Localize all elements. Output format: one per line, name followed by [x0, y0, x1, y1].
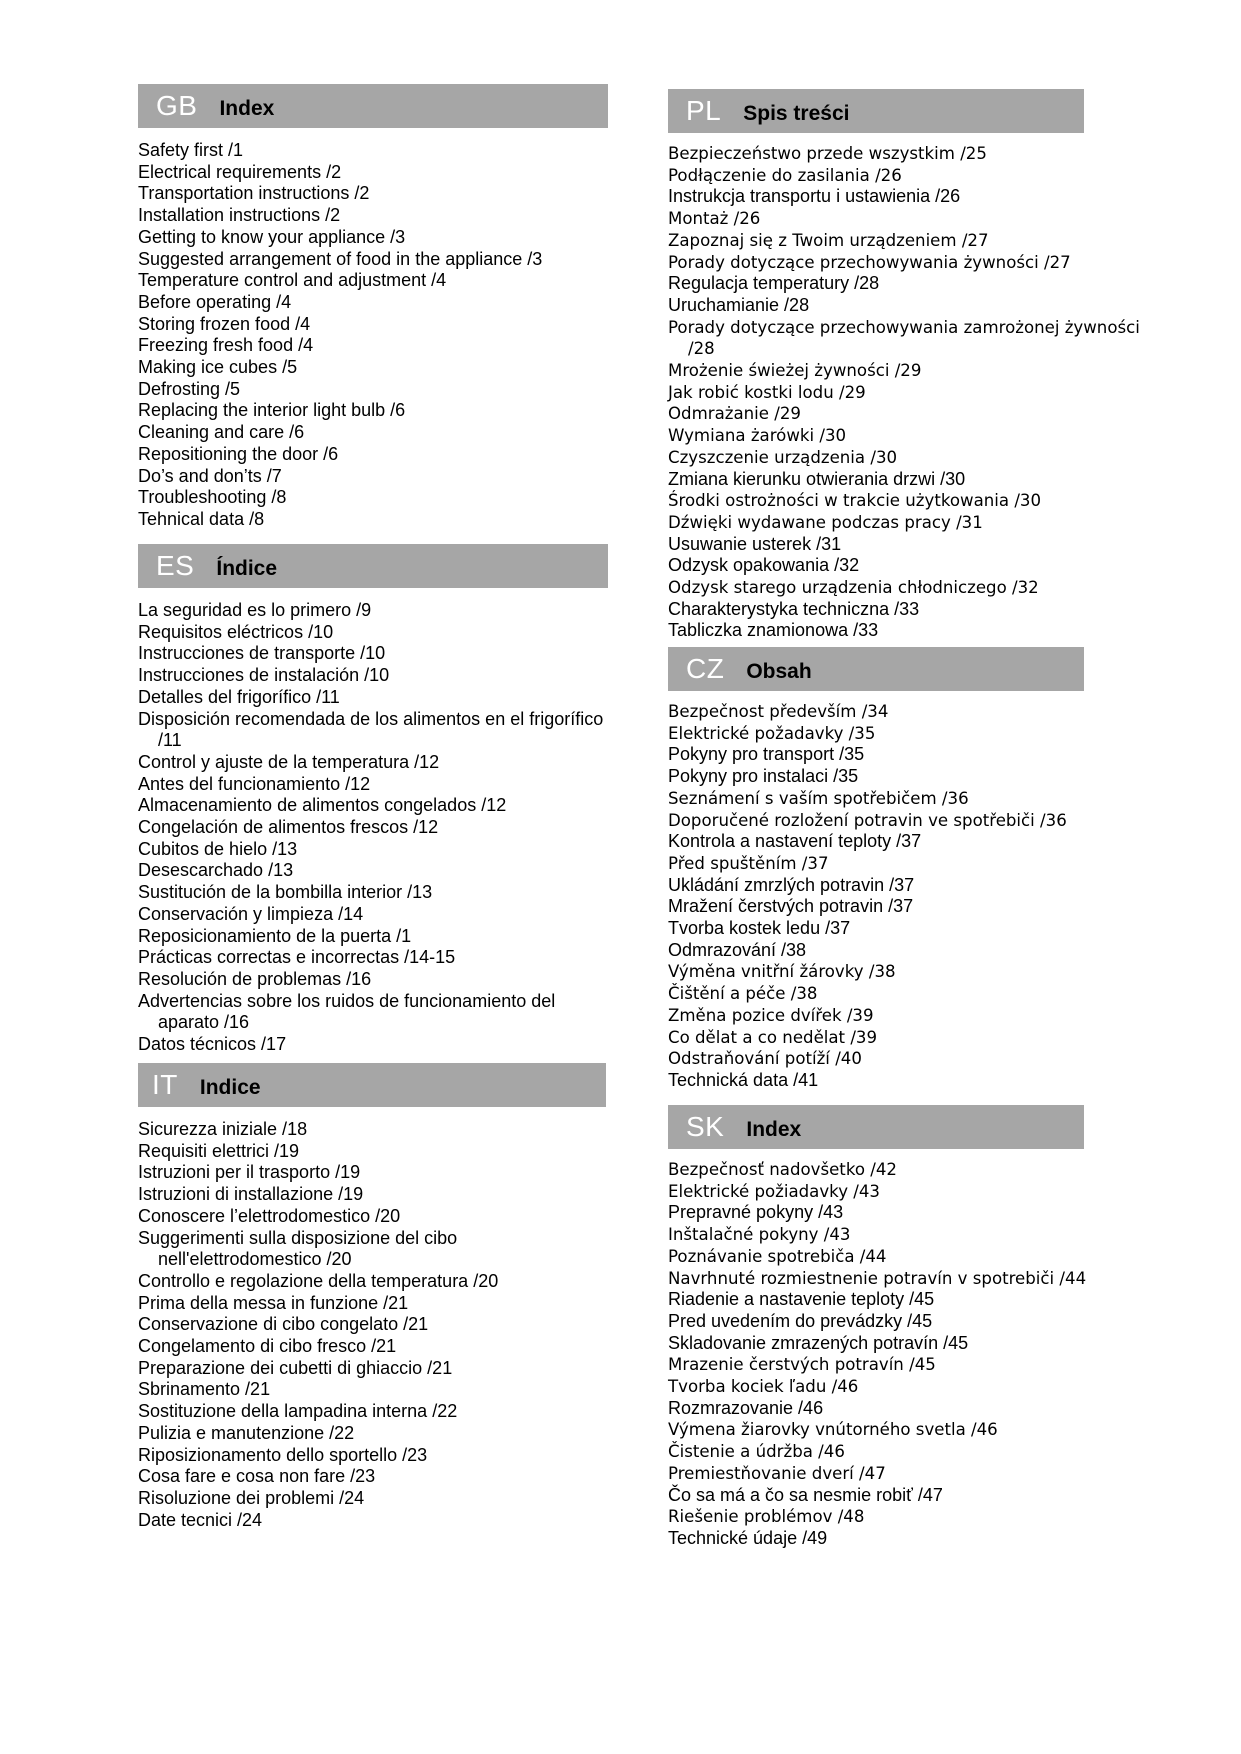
index-entry: Suggested arrangement of food in the appliance /3 — [138, 248, 543, 269]
section-header-cz — [668, 647, 1084, 691]
index-entry: Troubleshooting /8 — [138, 487, 287, 508]
index-entry: Safety first /1 — [138, 140, 244, 160]
section-header-pl — [668, 89, 1084, 133]
index-entry: Poznávanie spotrebiča /44 — [668, 1246, 887, 1266]
language-code: IT — [152, 1069, 178, 1100]
index-entry: Riešenie problémov /48 — [668, 1507, 865, 1527]
index-entry: Charakterystyka techniczna /33 — [668, 598, 920, 619]
index-entry: Čo sa má a čo sa nesmie robiť /47 — [668, 1484, 943, 1505]
index-entry: Disposición recomendada de los alimentos en el frigorífico /11 — [138, 708, 604, 751]
index-entry: Electrical requirements /2 — [138, 161, 342, 182]
index-entry: Ukládání zmrzlých potravin /37 — [668, 874, 915, 895]
index-entry: Odzysk starego urządzenia chłodniczego /32 — [668, 578, 1039, 598]
language-code: CZ — [686, 653, 725, 684]
index-entry: La seguridad es lo primero /9 — [138, 600, 372, 620]
index-entry: Prácticas correctas e incorrectas /14-15 — [138, 947, 456, 968]
index-entry: Before operating /4 — [138, 291, 292, 312]
index-entry: Mrożenie świeżej żywności /29 — [668, 361, 922, 381]
index-entry: Doporučené rozložení potravin ve spotřebiči /36 — [668, 810, 1067, 830]
section-title: Index — [219, 97, 275, 120]
index-entry: Suggerimenti sulla disposizione del cibo nell'elettrodomestico /20 — [138, 1227, 458, 1270]
index-entry: Sbrinamento /21 — [138, 1379, 271, 1400]
index-entry: Congelamento di cibo fresco /21 — [138, 1336, 397, 1357]
index-entry: Bezpečnosť nadovšetko /42 — [668, 1160, 897, 1179]
index-entry: Instrucciones de instalación /10 — [138, 665, 390, 686]
index-entry: Replacing the interior light bulb /6 — [138, 400, 406, 421]
section-title: Index — [746, 1118, 802, 1141]
index-entry: Rozmrazovanie /46 — [668, 1397, 824, 1418]
index-entry: Making ice cubes /5 — [138, 357, 298, 378]
index-entry: Defrosting /5 — [138, 378, 241, 399]
index-entry: Risoluzione dei problemi /24 — [138, 1487, 365, 1508]
index-entry: Do’s and don’ts /7 — [138, 465, 282, 486]
index-entry: Freezing fresh food /4 — [138, 335, 314, 356]
index-entry: Controllo e regolazione della temperatura /20 — [138, 1270, 499, 1291]
section-header-gb — [138, 84, 608, 128]
index-entry: Uruchamianie /28 — [668, 294, 810, 315]
index-entry: Zapoznaj się z Twoim urządzeniem /27 — [668, 230, 989, 250]
index-entry: Antes del funcionamiento /12 — [138, 773, 371, 794]
index-entry: Datos técnicos /17 — [138, 1034, 287, 1055]
index-entry: Odmrazování /38 — [668, 939, 807, 960]
section-header-it — [138, 1063, 606, 1107]
index-entry: Před spuštěním /37 — [668, 853, 829, 873]
index-entry: Technické údaje /49 — [668, 1527, 828, 1548]
index-list-it — [138, 1119, 606, 1531]
index-entry: Almacenamiento de alimentos congelados /12 — [138, 795, 507, 816]
index-entry: Navrhnuté rozmiestnenie potravín v spotrebiči /44 — [668, 1268, 1087, 1288]
index-entry: Resolución de problemas /16 — [138, 968, 372, 989]
index-entry: Prepravné pokyny /43 — [668, 1202, 844, 1223]
index-entry: Instrukcja transportu i ustawienia /26 — [668, 186, 961, 207]
index-entry: Odzysk opakowania /32 — [668, 555, 860, 576]
index-entry: Temperature control and adjustment /4 — [138, 270, 447, 291]
index-list-es — [138, 600, 608, 1056]
index-entry: Zmiana kierunku otwierania drzwi /30 — [668, 468, 966, 489]
index-entry: Advertencias sobre los ruidos de funcionamiento del aparato /16 — [138, 990, 556, 1033]
index-entry: Dźwięki wydawane podczas pracy /31 — [668, 512, 983, 532]
index-entry: Změna pozice dvířek /39 — [668, 1005, 874, 1025]
index-entry: Sostituzione della lampadina interna /22 — [138, 1401, 458, 1422]
index-entry: Wymiana żarówki /30 — [668, 426, 847, 446]
index-entry: Čistenie a údržba /46 — [668, 1442, 845, 1462]
index-entry: Elektrické požiadavky /43 — [668, 1181, 880, 1201]
index-entry: Requisitos eléctricos /10 — [138, 621, 334, 642]
index-entry: Elektrické požadavky /35 — [668, 723, 876, 743]
index-entry: Regulacja temperatury /28 — [668, 273, 880, 294]
index-entry: Tvorba kostek ledu /37 — [668, 918, 851, 939]
index-entry: Congelación de alimentos frescos /12 — [138, 817, 439, 838]
index-entry: Pokyny pro transport /35 — [668, 744, 865, 765]
section-pl — [668, 89, 1140, 642]
language-code: PL — [686, 95, 722, 126]
language-code: GB — [156, 90, 198, 121]
section-header-sk — [668, 1105, 1084, 1149]
index-entry: Repositioning the door /6 — [138, 443, 339, 464]
index-entry: Pulizia e manutenzione /22 — [138, 1422, 355, 1443]
index-entry: Cubitos de hielo /13 — [138, 838, 298, 859]
index-entry: Prima della messa in funzione /21 — [138, 1292, 409, 1313]
index-entry: Desescarchado /13 — [138, 860, 294, 881]
index-entry: Preparazione dei cubetti di ghiaccio /21 — [138, 1357, 453, 1378]
section-title: Obsah — [746, 660, 812, 683]
section-header-es — [138, 544, 608, 588]
index-entry: Środki ostrożności w trakcie użytkowania /30 — [668, 491, 1042, 511]
index-entry: Bezpieczeństwo przede wszystkim /25 — [668, 144, 987, 163]
index-entry: Conservación y limpieza /14 — [138, 903, 364, 924]
index-entry: Odmrażanie /29 — [668, 404, 801, 424]
index-entry: Sicurezza iniziale /18 — [138, 1119, 308, 1139]
language-code: ES — [156, 550, 195, 581]
index-entry: Istruzioni per il trasporto /19 — [138, 1162, 361, 1183]
index-entry: Riposizionamento dello sportello /23 — [138, 1444, 428, 1465]
index-entry: Tvorba kociek ľadu /46 — [668, 1377, 859, 1397]
index-entry: Seznámení s vaším spotřebičem /36 — [668, 788, 969, 808]
index-list-pl — [668, 143, 1168, 642]
index-entry: Istruzioni di installazione /19 — [138, 1184, 364, 1205]
index-entry: Mražení čerstvých potravin /37 — [668, 896, 914, 917]
index-entry: Porady dotyczące przechowywania zamrożonej żywności /28 — [668, 317, 1140, 359]
section-cz — [668, 647, 1084, 1092]
index-list-cz — [668, 701, 1168, 1092]
index-entry: Control y ajuste de la temperatura /12 — [138, 751, 440, 772]
section-it — [138, 1063, 606, 1531]
index-entry: Transportation instructions /2 — [138, 183, 370, 204]
index-entry: Inštalačné pokyny /43 — [668, 1225, 851, 1245]
index-entry: Date tecnici /24 — [138, 1509, 263, 1530]
index-entry: Sustitución de la bombilla interior /13 — [138, 882, 433, 903]
index-entry: Tabliczka znamionowa /33 — [668, 620, 879, 641]
index-entry: Instrucciones de transporte /10 — [138, 643, 386, 664]
index-entry: Kontrola a nastavení teploty /37 — [668, 831, 922, 852]
section-gb — [138, 84, 608, 531]
index-entry: Podłączenie do zasilania /26 — [668, 165, 902, 185]
language-code: SK — [686, 1111, 725, 1142]
index-entry: Čištění a péče /38 — [668, 984, 818, 1004]
index-entry: Bezpečnost především /34 — [668, 702, 889, 721]
index-entry: Conservazione di cibo congelato /21 — [138, 1314, 429, 1335]
index-entry: Installation instructions /2 — [138, 205, 341, 226]
index-entry: Riadenie a nastavenie teploty /45 — [668, 1289, 935, 1310]
index-entry: Montaż /26 — [668, 209, 761, 229]
index-entry: Getting to know your appliance /3 — [138, 226, 406, 247]
index-entry: Pred uvedením do prevádzky /45 — [668, 1310, 933, 1331]
section-title: Spis treści — [743, 102, 850, 125]
index-entry: Mrazenie čerstvých potravín /45 — [668, 1355, 936, 1375]
index-entry: Detalles del frigorífico /11 — [138, 686, 340, 707]
index-entry: Skladovanie zmrazených potravín /45 — [668, 1332, 969, 1353]
index-entry: Usuwanie usterek /31 — [668, 533, 842, 554]
index-entry: Porady dotyczące przechowywania żywności /27 — [668, 252, 1071, 272]
index-entry: Czyszczenie urządzenia /30 — [668, 447, 898, 467]
index-list-sk — [668, 1159, 1168, 1550]
index-entry: Technická data /41 — [668, 1069, 819, 1090]
index-entry: Cleaning and care /6 — [138, 422, 305, 443]
index-entry: Jak robić kostki lodu /29 — [668, 382, 866, 402]
index-entry: Pokyny pro instalaci /35 — [668, 766, 859, 787]
index-entry: Premiestňovanie dverí /47 — [668, 1463, 886, 1483]
section-title: Índice — [216, 557, 278, 580]
index-entry: Storing frozen food /4 — [138, 313, 311, 334]
index-entry: Výmena žiarovky vnútorného svetla /46 — [668, 1420, 998, 1440]
index-list-gb — [138, 140, 608, 531]
index-entry: Co dělat a co nedělat /39 — [668, 1027, 878, 1047]
section-es — [138, 544, 608, 1056]
section-sk — [668, 1105, 1087, 1550]
index-entry: Reposicionamiento de la puerta /1 — [138, 925, 412, 946]
index-entry: Cosa fare e cosa non fare /23 — [138, 1466, 376, 1487]
index-entry: Conoscere l’elettrodomestico /20 — [138, 1205, 401, 1226]
index-entry: Requisiti elettrici /19 — [138, 1140, 300, 1161]
index-entry: Odstraňování potíží /40 — [668, 1049, 862, 1069]
index-entry: Tehnical data /8 — [138, 508, 265, 529]
section-title: Indice — [199, 1076, 261, 1099]
index-entry: Výměna vnitřní žárovky /38 — [668, 962, 896, 982]
